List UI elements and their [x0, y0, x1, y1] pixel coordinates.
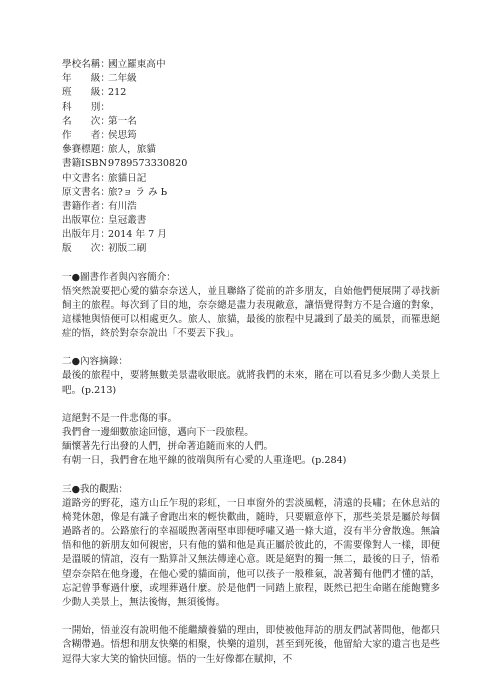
meta-value: 212	[108, 87, 127, 99]
meta-row	[62, 129, 440, 143]
excerpt-paragraph: 最後的旅程中，要將無數美景盡收眼底。就將我們的未來，賭在可以看見多少動人美景上吧。(p.213)	[62, 370, 440, 396]
meta-value: 旅?ョ ラ み Ь	[108, 186, 168, 198]
meta-value: 國立羅東高中	[108, 59, 166, 70]
meta-row	[62, 157, 440, 171]
document-page	[62, 58, 440, 667]
meta-row	[62, 228, 440, 242]
meta-value: 初版二刷	[108, 243, 147, 255]
meta-row	[62, 86, 440, 100]
section-heading: 一●圖書作者與內容簡介：	[62, 271, 176, 283]
excerpt-line: 緬懷著先行出發的人們，拼命著追隨而來的人們。	[62, 441, 274, 453]
meta-row	[62, 115, 440, 129]
meta-row	[62, 172, 440, 186]
meta-label: 班 級：	[62, 87, 110, 99]
meta-row	[62, 214, 440, 228]
meta-label: 出版單位：	[62, 215, 110, 227]
meta-value: 2014 年 7 月	[108, 229, 167, 241]
meta-value: 有川浩	[108, 200, 137, 212]
excerpt-line: 這絕對不是一件悲傷的事。	[62, 412, 178, 424]
meta-label: 作 者：	[62, 129, 110, 141]
meta-label: 書籍ISBN：	[62, 158, 117, 170]
meta-row	[62, 58, 440, 72]
meta-label: 名 次：	[62, 115, 110, 127]
meta-value: 9789573330820	[108, 158, 188, 170]
section-heading: 三●我的觀點：	[62, 483, 128, 495]
meta-row	[62, 186, 440, 200]
excerpt-line: 有朝一日，我們會在地平線的彼端與所有心愛的人重逢吧。(p.284)	[62, 455, 347, 467]
viewpoint-paragraph: 一開始，悟並沒有說明他不能繼續養貓的理由，即使被他拜訪的朋友們試著問他，他都只含糊帶過。悟想和朋友快樂的相聚，快樂的道別，甚至到死後，他留給大家的遺言也是些逗得大家大笑的愉快回憶。悟的一生好像都在賦抑，不	[62, 625, 440, 665]
meta-label: 書籍作者：	[62, 200, 110, 212]
section-heading: 二●內容摘錄：	[62, 356, 128, 368]
meta-row	[62, 101, 440, 115]
excerpt-line: 我們會一邊細數旅途回憶，邁向下一段旅程。	[62, 427, 254, 439]
meta-row	[62, 242, 440, 256]
meta-value: 侯思筠	[108, 129, 137, 141]
meta-label: 原文書名：	[62, 186, 110, 198]
meta-label: 版 次：	[62, 243, 110, 255]
section-summary	[62, 271, 440, 342]
meta-label: 科 別：	[62, 101, 110, 113]
viewpoint-paragraph: 道路旁的野花，遠方山丘乍現的彩虹，一日車窗外的雲淡風輕，清遠的長嘯；在休息站的椅凳休憩，像是有識子會跑出來的輕快歡曲，隨時，只要願意停下，那些美景是屬於每個過路者的。公路旅行的幸福暖煦著兩堅車即便呼嘯又過一條大道，沒有半分會散逸。無論悟和他的新朋友如何親密，只有他的貓和他是真正屬於彼此的，不需要像對人一樣，即便是溫暖的情誼，沒有一點算計又無法傳達心意。既是絕對的獨一無二，最後的日子，悟希望奈奈陪在他身邊，在他心愛的貓面前，他可以孩子一般稚氣，說著獨有他們才懂的話，忘記曾爭奪過什麼，或埋葬過什麼。於是他們一同踏上旅程，既然已把生命賭在能飽覽多少動人美景上，無法後悔，無須後悔。	[62, 497, 440, 609]
meta-label: 年 級：	[62, 73, 110, 85]
meta-value: 二年級	[108, 73, 137, 85]
meta-row	[62, 72, 440, 86]
meta-label: 參賽標題：	[62, 144, 110, 156]
meta-label: 學校名稱：	[62, 59, 110, 70]
meta-label: 中文書名：	[62, 172, 110, 184]
meta-value: 皇冠叢書	[108, 215, 147, 227]
meta-value: 旅貓日記	[108, 172, 147, 184]
meta-value: 旅人，旅貓	[108, 144, 156, 156]
meta-row	[62, 200, 440, 214]
meta-value: 第一名	[108, 115, 137, 127]
section-viewpoint	[62, 483, 440, 667]
book-metadata	[62, 58, 440, 257]
summary-paragraph: 悟突然說要把心愛的貓奈奈送人，並且聯絡了從前的許多朋友，自始他們便展開了尋找新飼主的旅程。每次到了目的地，奈奈總是盡力表現敵意，讓悟覺得對方不是合適的對象，這樣牠與悟便可以相處更久。旅人、旅貓，最後的旅程中見識到了最美的風景，而罹患絕症的悟，終於對奈奈說出「不要丟下我」。	[62, 285, 440, 340]
meta-row	[62, 143, 440, 157]
meta-label: 出版年月：	[62, 229, 110, 241]
section-excerpts	[62, 355, 440, 468]
